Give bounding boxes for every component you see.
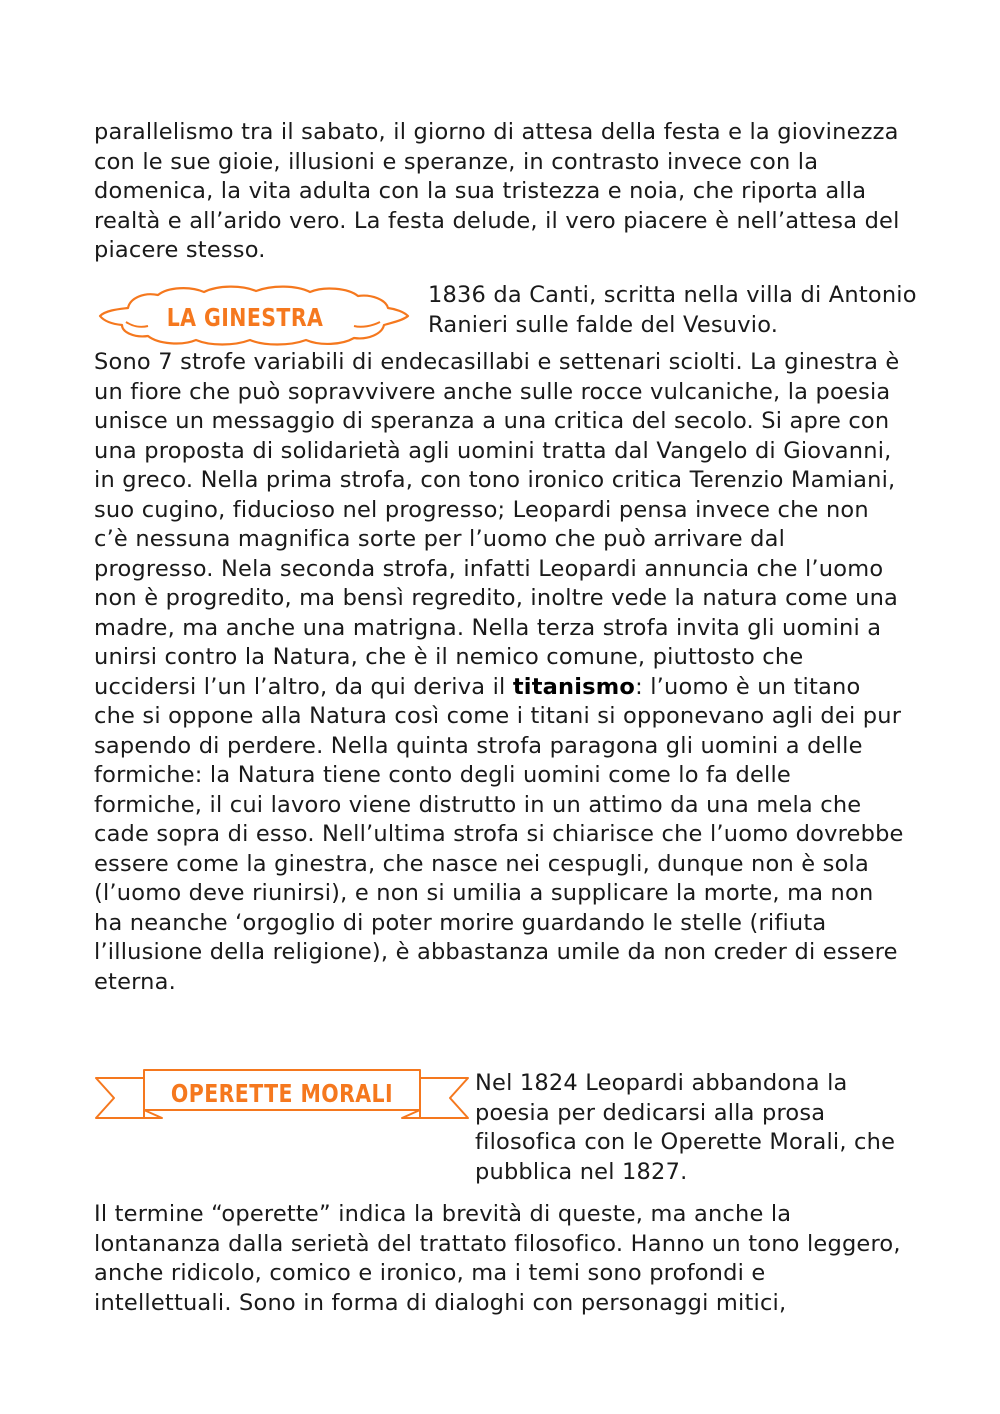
intro-paragraph: parallelismo tra il sabato, il giorno di attesa della festa e la giovinezza con le sue gioie, illusioni e speranze, in contrasto invece con la domenica, la vita adulta con la sua tristezza e noia, che riporta alla realtà e all’arido vero. La festa delude, il vero piacere è nell’attesa del piacere stesso. xyxy=(94,119,900,263)
titanismo-keyword: titanismo xyxy=(512,673,636,700)
operette-side-text: Nel 1824 Leopardi abbandona la poesia per dedicarsi alla prosa filosofica con le Operette Morali, che pubblica nel 1827. xyxy=(475,1070,896,1185)
la-ginestra-heading xyxy=(92,282,410,348)
ginestra-body-after: : l’uomo è un titano che si oppone alla Natura così come i titani si opponevano agli dei pur sapendo di perdere. Nella quinta strofa paragona gli uomini a delle formiche: la Natura tiene conto degli uomini come lo fa delle formiche, il cui lavoro viene distrutto in un attimo da una mela che cade sopra di esso. Nell’ultima strofa si chiarisce che l’uomo dovrebbe essere come la ginestra, che nasce nei cespugli, dunque non è sola (l’uomo deve riunirsi), e non si umilia a supplicare la morte, ma non ha neanche ‘orgoglio di poter morire guardando le stelle (rifiuta l’illusione della religione), è abbastanza umile da non creder di essere eterna. xyxy=(94,673,904,995)
ginestra-body-paragraph xyxy=(94,348,904,997)
ginestra-body-before: Sono 7 strofe variabili di endecasillabi e settenari sciolti. La ginestra è un fiore che può sopravvivere anche sulle rocce vulcaniche, la poesia unisce un messaggio di speranza a una critica del secolo. Si apre con una proposta di solidarietà agli uomini tratta dal Vangelo di Giovanni, in greco. Nella prima strofa, con tono ironico critica Terenzio Mamiani, suo cugino, fiducioso nel progresso; Leopardi pensa invece che non c’è nessuna magnifica sorte per l’uomo che può arrivare dal progresso. Nela seconda strofa, infatti Leopardi annuncia che l’uomo non è progredito, ma bensì regredito, inoltre vede la natura come una madre, ma anche una matrigna. Nella terza strofa invita gli uomini a unirsi contro la Natura, che è il nemico comune, piuttosto che uccidersi l’un l’altro, da qui deriva il xyxy=(94,349,900,700)
operette-morali-heading xyxy=(92,1066,472,1128)
ginestra-side-text: 1836 da Canti, scritta nella villa di Antonio Ranieri sulle falde del Vesuvio. xyxy=(428,282,917,338)
operette-body-paragraph: Il termine “operette” indica la brevità di queste, ma anche la lontananza dalla serietà del trattato filosofico. Hanno un tono leggero, anche ridicolo, comico e ironico, ma i temi sono profondi e intellettuali. Sono in forma di dialoghi con personaggi mitici, xyxy=(94,1201,901,1316)
operette-morali-title: OPERETTE MORALI xyxy=(170,1078,394,1108)
la-ginestra-title: LA GINESTRA xyxy=(166,302,324,332)
